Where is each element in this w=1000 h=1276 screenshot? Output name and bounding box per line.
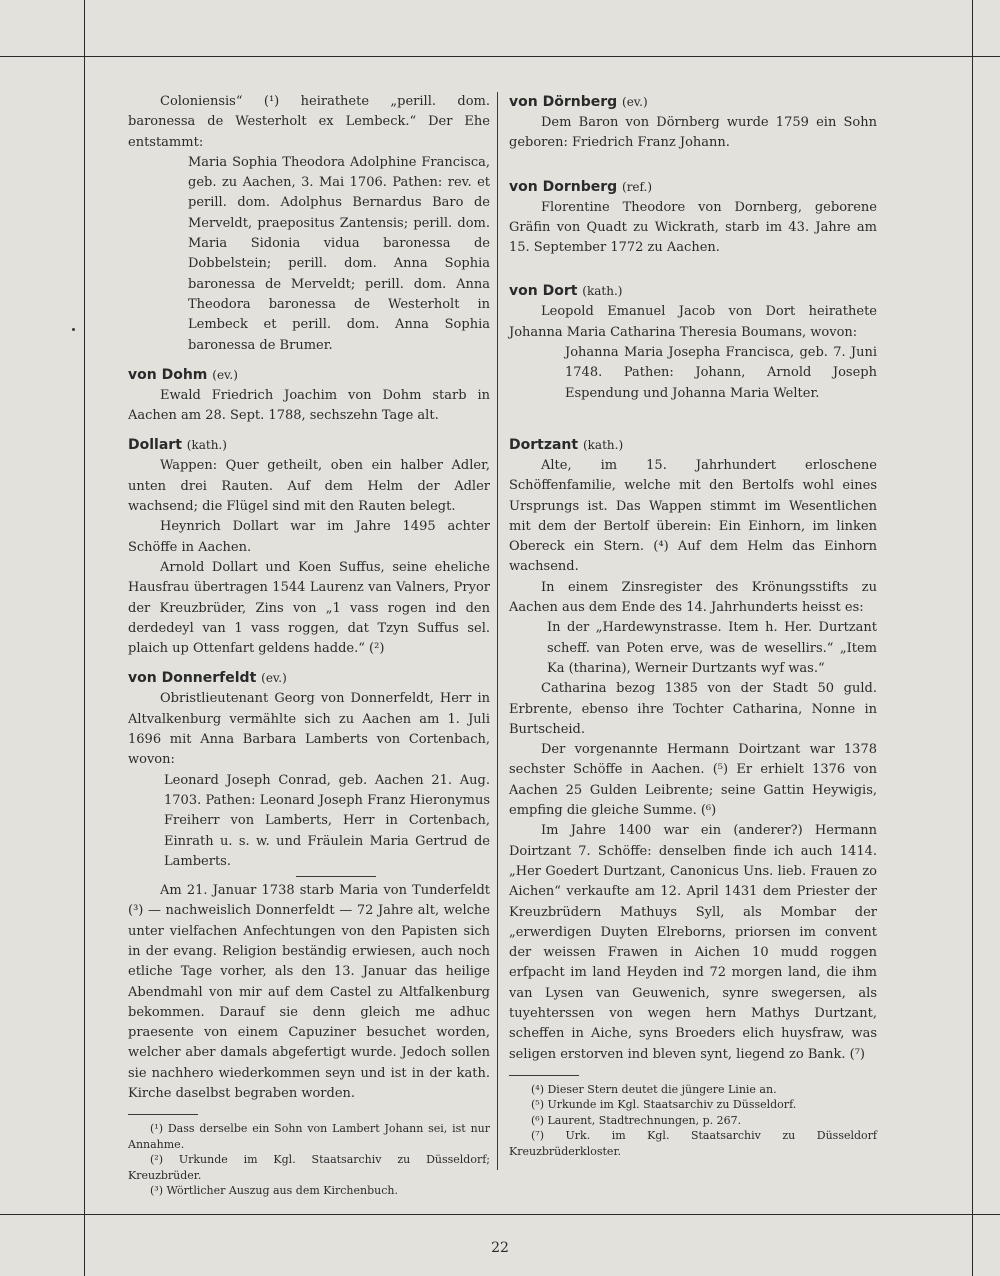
dornberg-text: Florentine Theodore von Dornberg, geborene Gräfin von Quadt zu Wickrath, starb im 43. Jahre am 15. September 1772 zu Aachen. xyxy=(509,199,877,256)
confession: (kath.) xyxy=(186,438,227,453)
footnote: (⁴) Dieser Stern deutet die jüngere Linie an. xyxy=(531,1082,777,1096)
dortzant-paragraph-3: Catharina bezog 1385 von der Stadt 50 guld. Erbrente, ebenso ihre Tochter Catharina, Nonne in Burtscheid. xyxy=(509,681,877,737)
section-rule xyxy=(296,876,376,877)
footnotes-right xyxy=(509,1082,877,1160)
dollart-paragraph-3: Arnold Dollart und Koen Suffus, seine eheliche Hausfrau übertragen 1544 Laurenz van Valners, Pryor der Kreuzbrüder, Zins von „1 vass rogen ind den derdedeyl van 1 vass roggen, dat Tzyn Suffus sel. plaich up Ottenfart geldens hadde.“ (²) xyxy=(128,559,490,657)
donnerfeldt-child-entry: Leonard Joseph Conrad, geb. Aachen 21. Aug. 1703. Pathen: Leonard Joseph Franz Hieronymus Freiherr von Lamberts, Herr in Cortenbach, Einrath u. s. w. und Fräulein Maria Gertrud de Lamberts. xyxy=(164,772,490,869)
dohm-text: Ewald Friedrich Joachim von Dohm starb in Aachen am 28. Sept. 1788, sechszehn Tage alt. xyxy=(128,387,490,424)
footnote-rule xyxy=(509,1075,579,1076)
entry-heading-donnerfeldt xyxy=(128,668,490,688)
intro-paragraph: Coloniensis“ (¹) heirathete „perill. dom. baronessa de Westerholt ex Lembeck.“ Der Ehe entstammt: xyxy=(128,94,490,150)
footnote-rule xyxy=(128,1114,198,1115)
frame-line-right xyxy=(972,0,973,1276)
footnote: (³) Wörtlicher Auszug aus dem Kirchenbuch. xyxy=(150,1184,398,1198)
confession: (ev.) xyxy=(622,95,648,109)
footnote: (¹) Dass derselbe ein Sohn von Lambert Johann sei, ist nur Annahme. xyxy=(128,1122,490,1151)
family-name: von Donnerfeldt xyxy=(128,670,257,687)
family-name: von Dort xyxy=(509,283,578,300)
footnote: (⁵) Urkunde im Kgl. Staatsarchiv zu Düsseldorf. xyxy=(531,1098,797,1112)
dort-text: Leopold Emanuel Jacob von Dort heirathete Johanna Maria Catharina Theresia Boumans, wovon: xyxy=(509,304,877,340)
frame-line-bottom xyxy=(0,1214,1000,1215)
entry-heading-dortzant xyxy=(509,435,877,455)
frame-line-top xyxy=(0,56,1000,57)
doernberg-text: Dem Baron von Dörnberg wurde 1759 ein Sohn geboren: Friedrich Franz Johann. xyxy=(509,115,877,151)
confession: (ev.) xyxy=(212,367,238,382)
page-number: 22 xyxy=(491,1240,509,1256)
dortzant-quote: In der „Hardewynstrasse. Item h. Her. Durtzant scheff. van Poten erve, was de wesellirs.“ „Item Ka (tharina), Werneir Durtzants wyf was.“ xyxy=(547,620,877,676)
column-divider xyxy=(497,92,498,1170)
footnotes-left xyxy=(128,1121,490,1199)
intro-child-entry: Maria Sophia Theodora Adolphine Francisca, geb. zu Aachen, 3. Mai 1706. Pathen: rev. et perill. dom. Adolphus Bernardus Baro de Merveldt, praepositus Zantensis; perill. dom. Maria Sidonia vidua baronessa de Dobbelstein; perill. dom. Anna Sophia baronessa de Merveldt; perill. dom. Anna Theodora baronessa de Westerholt in Lembeck et perill. dom. Anna Sophia baronessa de Brumer. xyxy=(188,154,490,353)
right-column xyxy=(509,92,877,1159)
footnote: (⁶) Laurent, Stadtrechnungen, p. 267. xyxy=(531,1113,742,1127)
dortzant-paragraph-1: Alte, im 15. Jahrhundert erloschene Schöffenfamilie, welche mit den Bertolfs wohl eines Ursprungs ist. Das Wappen stimmt im Wesentlichen mit dem der Bertolf überein: Ein Einhorn, im linken Obereck ein Stern. (⁴) Auf dem Helm das Einhorn wachsend. xyxy=(509,457,877,575)
entry-heading-dollart xyxy=(128,435,490,455)
entry-heading-dohm xyxy=(128,365,490,385)
confession: (kath.) xyxy=(582,284,623,299)
left-column xyxy=(128,92,490,1199)
confession: (ev.) xyxy=(261,671,287,686)
family-name: Dortzant xyxy=(509,436,579,453)
family-name: Dollart xyxy=(128,437,182,454)
footnote: (⁷) Urk. im Kgl. Staatsarchiv zu Düsseldorf Kreuzbrüderkloster. xyxy=(509,1129,877,1158)
family-name: von Dohm xyxy=(128,366,208,383)
dollart-paragraph-1: Wappen: Quer getheilt, oben ein halber Adler, unten drei Rauten. Auf dem Helm der Adler wachsend; die Flügel sind mit den Rauten belegt. xyxy=(128,458,490,515)
dortzant-paragraph-2: In einem Zinsregister des Krönungsstifts zu Aachen aus dem Ende des 14. Jahrhunderts heisst es: xyxy=(509,579,877,616)
dort-child-entry: Johanna Maria Josepha Francisca, geb. 7. Juni 1748. Pathen: Johann, Arnold Joseph Espendung und Johanna Maria Welter. xyxy=(565,345,877,401)
family-name: von Dörnberg xyxy=(509,94,618,110)
donnerfeldt-paragraph-1: Obristlieutenant Georg von Donnerfeldt, Herr in Altvalkenburg vermählte sich zu Aachen am 1. Juli 1696 mit Anna Barbara Lamberts von Cortenbach, wovon: xyxy=(128,691,490,768)
margin-speck xyxy=(72,328,75,331)
donnerfeldt-paragraph-2: Am 21. Januar 1738 starb Maria von Tunderfeldt (³) — nachweislich Donnerfeldt — 72 Jahre alt, welche unter vielfachen Anfechtungen von den Papisten sich in der evang. Religion beständig erwiesen, auch noch etliche Tage vorher, als den 13. Januar das heilige Abendmahl von mir auf dem Castel zu Altfalkenburg bekommen. Darauf sie denn gleich me adhuc praesente von einem Capuziner besuchet worden, welcher aber damals abgefertigt wurde. Jedoch sollen sie nachhero wiederkommen seyn und ist in der kath. Kirche daselbst begraben worden. xyxy=(128,883,490,1102)
footnote: (²) Urkunde im Kgl. Staatsarchiv zu Düsseldorf; Kreuzbrüder. xyxy=(128,1153,490,1182)
dortzant-paragraph-4: Der vorgenannte Hermann Doirtzant war 1378 sechster Schöffe in Aachen. (⁵) Er erhielt 1376 von Aachen 25 Gulden Leibrente; seine Gattin Heywigis, empfing die gleiche Summe. (⁶) xyxy=(509,742,877,819)
confession: (ref.) xyxy=(622,179,653,194)
entry-heading-dort xyxy=(509,281,877,301)
dortzant-paragraph-5: Im Jahre 1400 war ein (anderer?) Hermann Doirtzant 7. Schöffe: denselben finde ich auch 1414. „Her Goedert Durtzant, Canonicus Uns. lieb. Frauen zo Aichen“ verkaufte am 12. April 1431 dem Priester der Kreuzbrüdern Mathuys Syll, als Mombar der „erwerdigen Duyten Elreborns, priorsen im convent der weissen Frawen in Aichen 10 mudd roggen erfpacht im land Heyden ind 72 morgen land, die ihm van Lysen van Geuwenich, synre swegersen, als tuyehterssen von wegen hern Mathys Durtzant, scheffen in Aiche, syns Broeders elich huysfraw, was seligen erstorven ind bleven synt, liegend zo Bank. (⁷) xyxy=(509,823,877,1062)
dollart-paragraph-2: Heynrich Dollart war im Jahre 1495 achter Schöffe in Aachen. xyxy=(128,519,490,555)
confession: (kath.) xyxy=(582,437,624,452)
frame-line-left xyxy=(84,0,85,1276)
family-name: von Dornberg xyxy=(509,178,618,195)
entry-heading-dornberg xyxy=(509,177,877,197)
entry-heading-doernberg xyxy=(509,92,877,112)
